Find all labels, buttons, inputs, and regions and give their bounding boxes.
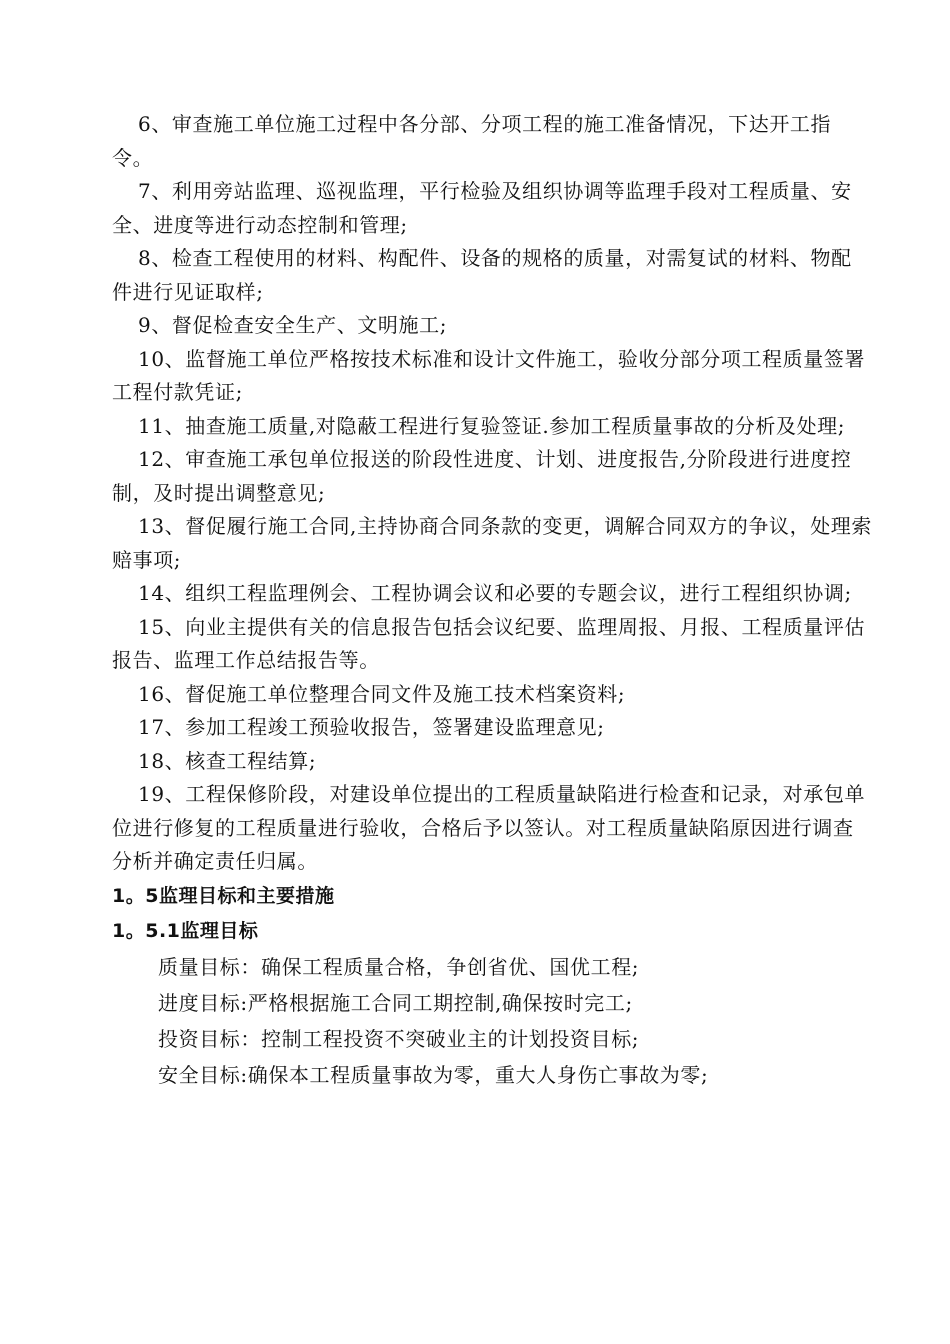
goal-item-safety: 安全目标:确保本工程质量事故为零，重大人身伤亡事故为零; [158,1062,709,1087]
list-item: 6、审查施工单位施工过程中各分部、分项工程的施工准备情况，下达开工指令。 [112,112,832,170]
list-item: 15、向业主提供有关的信息报告包括会议纪要、监理周报、月报、工程质量评估报告、监理工作总结报告等。 [112,614,866,672]
section-heading: 1。5监理目标和主要措施 [112,884,335,907]
list-item: 9、督促检查安全生产、文明施工; [138,313,448,337]
list-item: 11、抽查施工质量,对隐蔽工程进行复验签证.参加工程质量事故的分析及处理; [138,413,846,438]
list-item: 17、参加工程竣工预验收报告，签署建设监理意见; [138,715,605,739]
section-subheading: 1。5.1监理目标 [112,919,259,942]
list-item: 10、监督施工单位严格按技术标准和设计文件施工，验收分部分项工程质量签署工程付款凭证; [112,346,866,404]
list-item: 19、工程保修阶段，对建设单位提出的工程质量缺陷进行检查和记录，对承包单位进行修复的工程质量进行验收，合格后予以签认。对工程质量缺陷原因进行调查分析并确定责任归属。 [112,782,866,873]
goal-item-schedule: 进度目标:严格根据施工合同工期控制,确保按时完工; [158,990,633,1015]
list-item: 14、组织工程监理例会、工程协调会议和必要的专题会议，进行工程组织协调; [138,581,852,605]
list-item: 16、督促施工单位整理合同文件及施工技术档案资料; [138,681,626,706]
list-item: 12、审查施工承包单位报送的阶段性进度、计划、进度报告,分阶段进行进度控制，及时提出调整意见; [112,447,852,505]
list-item: 13、督促履行施工合同,主持协商合同条款的变更，调解合同双方的争议，处理索赔事项; [112,514,873,572]
goal-item-quality: 质量目标：确保工程质量合格，争创省优、国优工程; [158,954,640,979]
document-page [112,108,872,1093]
list-item: 18、核查工程结算; [138,748,317,773]
goal-item-investment: 投资目标：控制工程投资不突破业主的计划投资目标; [158,1026,640,1051]
list-item: 7、利用旁站监理、巡视监理，平行检验及组织协调等监理手段对工程质量、安全、进度等进行动态控制和管理; [112,179,852,237]
list-item: 8、检查工程使用的材料、构配件、设备的规格的质量，对需复试的材料、物配件进行见证取样; [112,246,852,304]
